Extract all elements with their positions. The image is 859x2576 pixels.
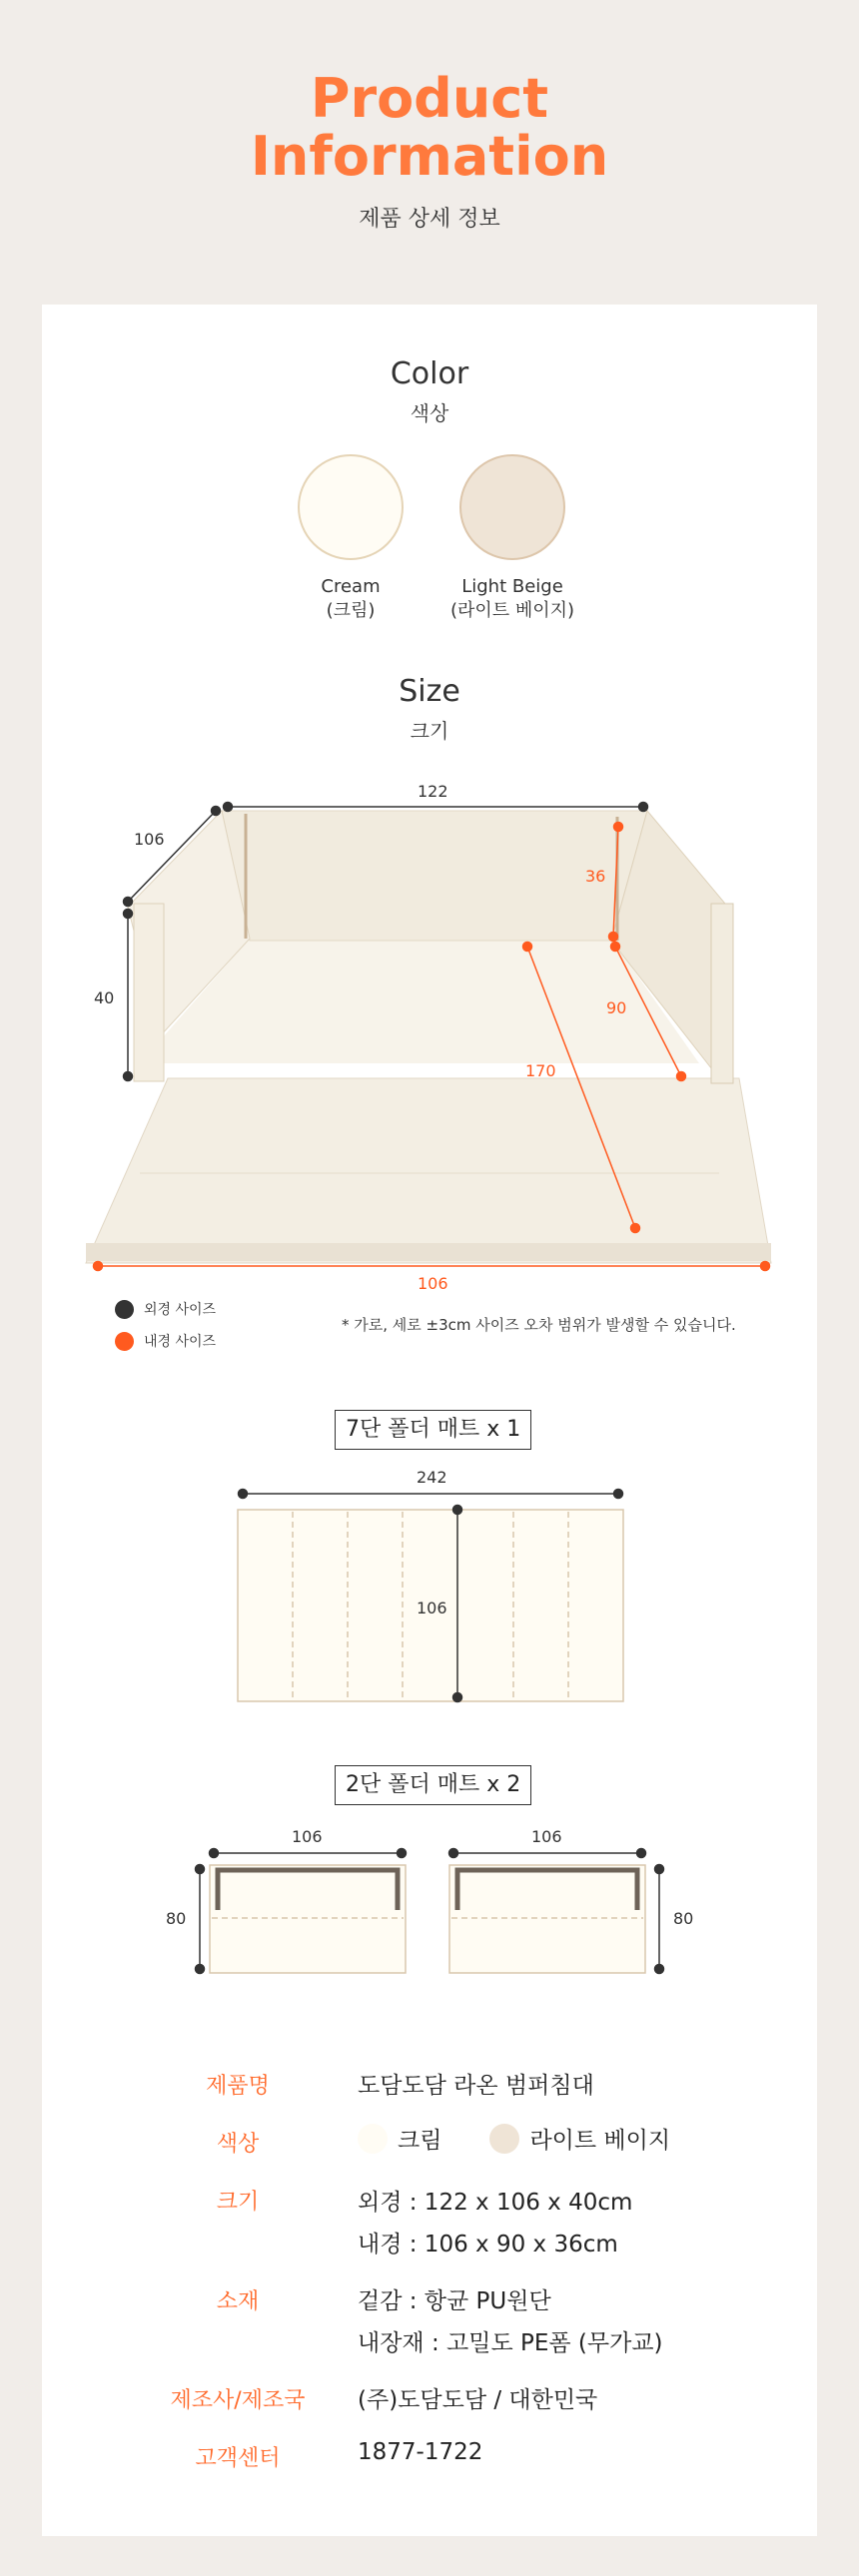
outer-width-label: 122	[418, 782, 448, 801]
two-fold-mat-label: 2단 폴더 매트 x 2	[335, 1765, 531, 1805]
mat7-width-dot-left	[239, 1490, 248, 1499]
inner-height-label: 36	[585, 867, 606, 886]
spec-material-label: 소재	[216, 2289, 260, 2314]
legend-outer-dot	[115, 1300, 134, 1319]
dim-dot	[449, 1849, 458, 1858]
spec-material-inner: 내장재 : 고밀도 PE폼 (무가교)	[358, 2330, 663, 2356]
mat2-right-height-label: 80	[673, 1909, 694, 1928]
size-title: Size	[399, 674, 460, 709]
mat7-height-dot-top	[453, 1506, 462, 1515]
mat7-height-label: 106	[417, 1599, 447, 1617]
cream-color-dot	[358, 2124, 388, 2154]
floor-mat-edge	[86, 1243, 771, 1261]
mat7-width-dot-right	[614, 1490, 623, 1499]
page-subtitle: 제품 상세 정보	[359, 207, 500, 232]
legend-outer	[115, 1299, 216, 1319]
right-panel-front	[711, 904, 733, 1083]
mat7-height-dot-bottom	[453, 1693, 462, 1702]
size-tolerance-note: * 가로, 세로 ±3cm 사이즈 오차 범위가 발생할 수 있습니다.	[342, 1316, 736, 1334]
outer-height-dot-top	[124, 910, 133, 919]
bottom-width-dot-left	[94, 1262, 103, 1271]
spec-size-outer: 외경 : 122 x 106 x 40cm	[358, 2190, 633, 2216]
outer-height-label: 40	[94, 988, 115, 1007]
spec-cs-value: 1877-1722	[358, 2439, 483, 2465]
seven-fold-mat-label: 7단 폴더 매트 x 1	[335, 1410, 531, 1450]
legend-inner	[115, 1331, 216, 1351]
inner-depth-dot-b	[677, 1072, 686, 1081]
spec-name-label: 제품명	[206, 2074, 270, 2099]
inner-depth-label: 90	[606, 998, 627, 1017]
spec-maker-value: (주)도담도담 / 대한민국	[358, 2387, 598, 2413]
inner-height-dot-top	[614, 823, 623, 832]
cream-name: Cream	[321, 576, 381, 597]
inner-length-dot-b	[631, 1224, 640, 1233]
spec-maker-label: 제조사/제조국	[170, 2388, 306, 2413]
mat2-right-width-label: 106	[531, 1827, 562, 1846]
dim-dot	[398, 1849, 407, 1858]
dim-dot	[196, 1965, 205, 1974]
bottom-width-dot-right	[761, 1262, 770, 1271]
spec-color-label: 색상	[216, 2132, 260, 2157]
dim-dot	[196, 1865, 205, 1874]
outer-depth-label: 106	[134, 830, 165, 849]
light-beige-name: Light Beige	[461, 576, 563, 597]
color-title: Color	[390, 356, 469, 391]
size-subtitle: 크기	[410, 719, 449, 743]
light-beige-color-dot	[489, 2124, 519, 2154]
legend-outer-text: 외경 사이즈	[144, 1302, 217, 1318]
spec-name-value: 도담도담 라온 범퍼침대	[358, 2073, 594, 2099]
spec-color-1: 크림	[398, 2128, 442, 2154]
outer-width-dot-right	[639, 803, 648, 812]
legend-inner-dot	[115, 1332, 134, 1351]
spec-cs-label: 고객센터	[195, 2446, 281, 2471]
outer-height-dot-bottom	[124, 1072, 133, 1081]
outer-depth-dot-b	[212, 807, 221, 816]
mat2-left-width-label: 106	[292, 1827, 323, 1846]
spec-material-outer: 겉감 : 항균 PU원단	[358, 2288, 551, 2314]
inner-length-dot-a	[523, 943, 532, 952]
dim-dot	[655, 1965, 664, 1974]
title-line-2: Information	[250, 125, 609, 188]
dim-dot	[637, 1849, 646, 1858]
inner-length-label: 170	[525, 1061, 556, 1080]
light-beige-name-ko: (라이트 베이지)	[449, 600, 575, 621]
outer-depth-dot-a	[124, 898, 133, 907]
dim-dot	[655, 1865, 664, 1874]
mat2-left-height-label: 80	[166, 1909, 187, 1928]
two-fold-mat-right	[449, 1865, 645, 1973]
inner-height-dot-bottom	[609, 933, 618, 942]
left-panel-front	[134, 904, 164, 1081]
dim-dot	[210, 1849, 219, 1858]
legend-inner-text: 내경 사이즈	[144, 1334, 217, 1350]
color-subtitle: 색상	[410, 401, 449, 425]
title-line-1: Product	[310, 67, 549, 130]
spec-color-value	[358, 2122, 670, 2155]
spec-size-inner: 내경 : 106 x 90 x 36cm	[358, 2232, 618, 2257]
inner-depth-dot-a	[611, 943, 620, 952]
spec-color-2: 라이트 베이지	[529, 2128, 671, 2154]
outer-width-dot-left	[224, 803, 233, 812]
two-fold-mat-left	[210, 1865, 406, 1973]
bottom-width-label: 106	[418, 1274, 448, 1293]
cream-name-ko: (크림)	[326, 600, 376, 621]
spec-size-label: 크기	[216, 2190, 260, 2215]
back-panel	[222, 811, 647, 941]
mat7-width-label: 242	[417, 1468, 447, 1487]
floor-mat-top	[86, 1078, 771, 1263]
